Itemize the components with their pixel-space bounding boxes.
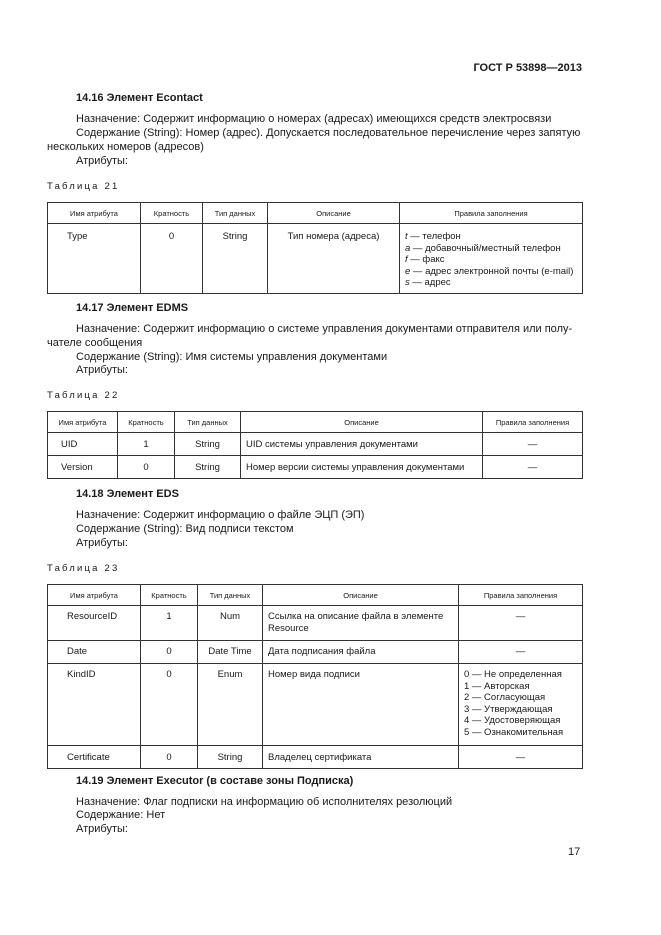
table-caption-23: Таблица 23 [47,563,120,574]
cell-rules: — [459,746,583,769]
cell-name: KindID [48,664,141,746]
paragraph-attributes: Атрибуты: [76,364,128,376]
cell-multiplicity: 1 [141,606,198,641]
table-row [48,433,583,456]
cell-name: Certificate [48,746,141,769]
column-header: Имя атрибута [48,585,141,606]
rule-line: f — факс [405,254,445,265]
table-22 [47,411,583,479]
cell-description: Владелец сертификата [263,746,459,769]
table-row [48,746,583,769]
cell-description: UID системы управления документами [241,433,483,456]
cell-multiplicity: 1 [118,433,175,456]
cell-rules: — [459,606,583,641]
rule-line: a — добавочный/местный телефон [405,242,561,254]
table-row [48,456,583,479]
cell-type: String [198,746,263,769]
cell-description: Номер вида подписи [263,664,459,746]
section-heading-14-18: 14.18 Элемент EDS [76,488,179,500]
column-header: Описание [241,412,483,433]
cell-rules [400,224,583,294]
cell-type: String [175,456,241,479]
cell-description: Номер версии системы управления документами [241,456,483,479]
paragraph-purpose: Назначение: Содержит информацию о номерах (адресах) имеющихся средств электросвязи [76,113,552,125]
cell-type: Enum [198,664,263,746]
cell-name: Date [48,641,141,664]
cell-type: String [203,224,268,294]
table-21 [47,202,583,294]
standard-number: ГОСТ Р 53898—2013 [473,62,582,74]
cell-name: Type [48,224,141,294]
cell-rules: — [483,433,583,456]
paragraph-content: Содержание: Нет [76,809,166,821]
rule-line: 4 — Удостоверяющая [464,715,561,726]
cell-name: UID [48,433,118,456]
table-row [48,664,583,746]
column-header: Имя атрибута [48,203,141,224]
column-header: Тип данных [203,203,268,224]
cell-type: Date Time [198,641,263,664]
cell-description: Дата подписания файла [263,641,459,664]
column-header: Описание [263,585,459,606]
column-header: Описание [268,203,400,224]
cell-description: Тип номера (адреса) [268,224,400,294]
table-caption-22: Таблица 22 [47,390,120,401]
cell-multiplicity: 0 [141,641,198,664]
paragraph-content: Содержание (String): Имя системы управления документами [76,351,388,363]
section-heading-14-19: 14.19 Элемент Executor (в составе зоны Подписка) [76,775,354,787]
rule-line: 2 — Согласующая [464,692,546,703]
paragraph-purpose: Назначение: Содержит информацию о системе управления документами отправителя или полу- [76,323,573,335]
column-header: Правила заполнения [400,203,583,224]
table-row [48,641,583,664]
paragraph-attributes: Атрибуты: [76,537,128,549]
table-header-row [48,203,583,224]
table-caption-21: Таблица 21 [47,181,120,192]
section-heading-14-16: 14.16 Элемент Econtact [76,92,203,104]
paragraph-purpose: Назначение: Флаг подписки на информацию об исполнителях резолюций [76,796,453,808]
paragraph-content: Содержание (String): Вид подписи текстом [76,523,294,535]
cell-rules: — [483,456,583,479]
rule-line: 1 — Авторская [464,680,530,692]
cell-name: ResourceID [48,606,141,641]
section-heading-14-17: 14.17 Элемент EDMS [76,302,189,314]
table-row [48,606,583,641]
rule-line: 3 — Утверждающая [464,703,553,715]
cell-name: Version [48,456,118,479]
paragraph-content-cont: нескольких номеров (адресов) [47,141,204,153]
rule-line: s — адрес [405,277,451,288]
page-number: 17 [568,846,581,858]
table-row [48,224,583,294]
column-header: Кратность [141,203,203,224]
column-header: Тип данных [175,412,241,433]
rule-line: e — адрес электронной почты (e-mail) [405,265,574,277]
cell-multiplicity: 0 [141,664,198,746]
cell-description: Ссылка на описание файла в элементе Resource [263,606,459,641]
column-header: Имя атрибута [48,412,118,433]
column-header: Кратность [118,412,175,433]
paragraph-content: Содержание (String): Номер (адрес). Допускается последовательное перечисление через запятую [76,127,581,139]
paragraph-attributes: Атрибуты: [76,823,128,835]
cell-multiplicity: 0 [141,224,203,294]
column-header: Правила заполнения [459,585,583,606]
cell-rules: — [459,641,583,664]
rule-line: 0 — Не определенная [464,669,562,680]
cell-rules [459,664,583,746]
column-header: Кратность [141,585,198,606]
paragraph-purpose-cont: чателе сообщения [47,337,143,349]
rule-line: t — телефон [405,231,461,242]
table-23 [47,584,583,769]
cell-multiplicity: 0 [118,456,175,479]
cell-multiplicity: 0 [141,746,198,769]
rule-line: 5 — Ознакомительная [464,726,564,738]
table-header-row [48,585,583,606]
paragraph-attributes: Атрибуты: [76,155,128,167]
column-header: Правила заполнения [483,412,583,433]
paragraph-purpose: Назначение: Содержит информацию о файле ЭЦП (ЭП) [76,509,365,521]
cell-type: String [175,433,241,456]
cell-type: Num [198,606,263,641]
table-header-row [48,412,583,433]
column-header: Тип данных [198,585,263,606]
